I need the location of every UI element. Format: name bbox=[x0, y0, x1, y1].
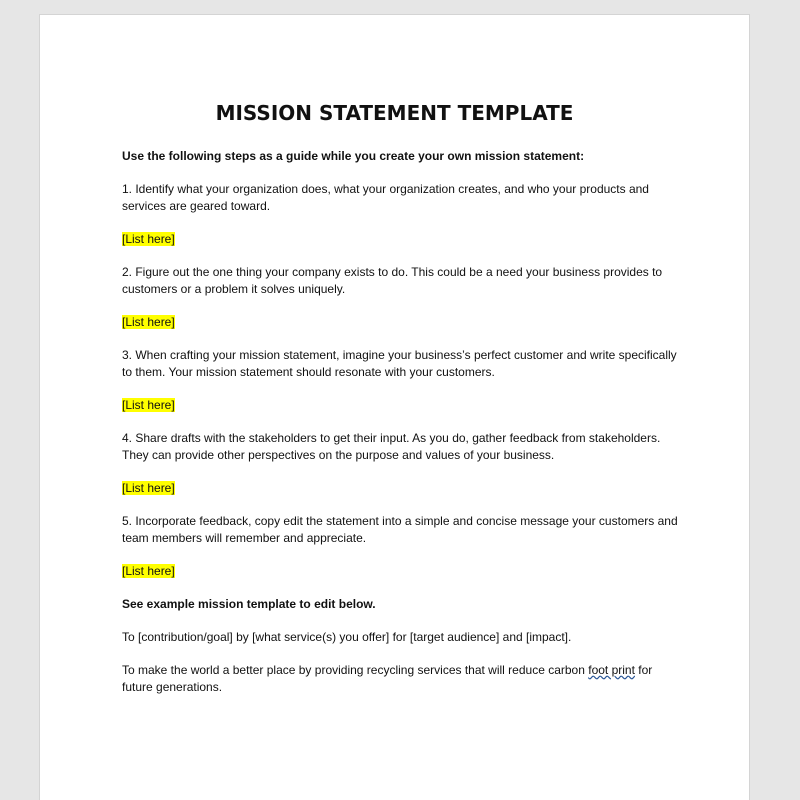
list-placeholder[interactable]: [List here] bbox=[122, 315, 175, 329]
list-placeholder[interactable]: [List here] bbox=[122, 232, 175, 246]
placeholder-paragraph bbox=[122, 314, 682, 331]
step-text: 4. Share drafts with the stakeholders to get their input. As you do, gather feedback from stakeholders. They can provide other perspectives on the purpose and values of your business. bbox=[122, 431, 661, 462]
intro-text: Use the following steps as a guide while you create your own mission statement: bbox=[122, 149, 585, 163]
placeholder-paragraph bbox=[122, 231, 682, 248]
example-heading: See example mission template to edit below. bbox=[122, 597, 376, 611]
list-placeholder[interactable]: [List here] bbox=[122, 564, 175, 578]
example-text-after: for future generations. bbox=[122, 663, 653, 694]
list-placeholder[interactable]: [List here] bbox=[122, 398, 175, 412]
step-text: 1. Identify what your organization does, what your organization creates, and who your products and services are geared toward. bbox=[122, 182, 649, 213]
document-title: MISSION STATEMENT TEMPLATE bbox=[215, 101, 574, 125]
placeholder-paragraph bbox=[122, 480, 682, 497]
document-page bbox=[39, 14, 750, 800]
step-text: 3. When crafting your mission statement, imagine your business’s perfect customer and write specifically to them. Your mission statement should resonate with your customers. bbox=[122, 348, 677, 379]
spellcheck-flagged-word[interactable]: foot print bbox=[588, 663, 635, 677]
step-text: 5. Incorporate feedback, copy edit the statement into a simple and concise message your customers and team members will remember and appreciate. bbox=[122, 514, 678, 545]
template-line: To [contribution/goal] by [what service(s) you offer] for [target audience] and [impact]. bbox=[122, 630, 572, 644]
example-text-before: To make the world a better place by providing recycling services that will reduce carbon bbox=[122, 663, 589, 677]
placeholder-paragraph bbox=[122, 397, 682, 414]
list-placeholder[interactable]: [List here] bbox=[122, 481, 175, 495]
example-statement bbox=[122, 662, 682, 696]
placeholder-paragraph bbox=[122, 563, 682, 580]
document-body bbox=[122, 148, 682, 712]
step-text: 2. Figure out the one thing your company exists to do. This could be a need your business provides to customers or a problem it solves uniquely. bbox=[122, 265, 663, 296]
